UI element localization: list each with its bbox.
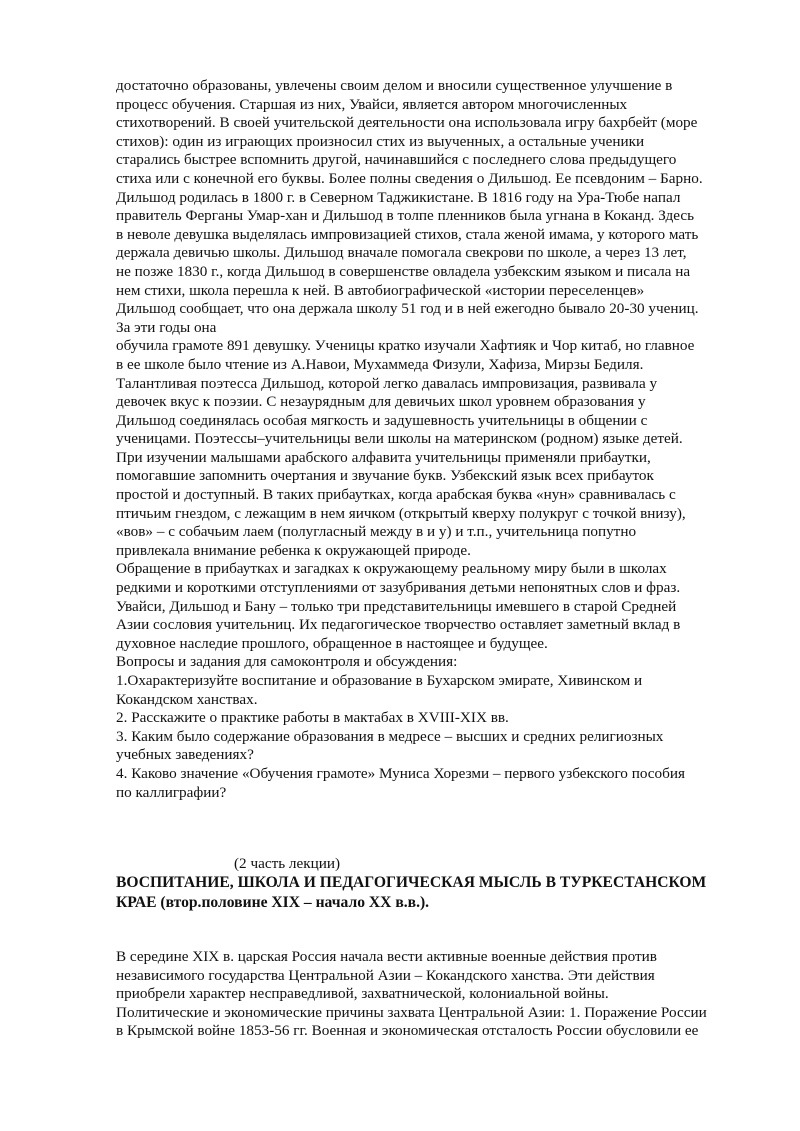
question-item: Кокандском ханствах. [116,690,258,708]
text-line: стиха или с конечной его буквы. Более полны сведения о Дильшод. Ее псевдоним – Барно. [116,169,703,187]
text-line: Увайси, Дильшод и Бану – только три представительницы имевшего в старой Средней [116,597,677,615]
title-line: КРАЕ (втор.половине XIX – начало XX в.в.). [116,894,430,911]
text-line: нем стихи, школа перешла к ней. В автобиографической «истории переселенцев» [116,281,645,299]
text-line: «вов» – с собачьим лаем (полугласный между в и у) и т.п., учительница попутно [116,523,637,541]
question-item: 3. Каким было содержание образования в медресе – высших и средних религиозных [116,727,664,745]
text-line: простой и доступный. В таких прибаутках, когда арабская буква «нун» сравнивалась с [116,486,676,504]
lecture-text-part-1 [116,77,756,802]
text-line: стихотворений. В своей учительской деятельности она использовала игру бахрбейт (море [116,114,698,132]
text-line: Обращение в прибаутках и загадках к окружающему реальному миру были в школах [116,560,667,578]
questions-heading: Вопросы и задания для самоконтроля и обсуждения: [116,653,458,671]
text-line: процесс обучения. Старшая из них, Увайси, является автором многочисленных [116,95,628,113]
part-label: (2 часть лекции) [234,855,341,872]
text-line: девочек вкус к поэзии. С незаурядным для девичьих школ уровнем образования у [116,393,646,411]
text-line: приобрели характер несправедливой, захватнической, колониальной войны. [116,985,609,1003]
title-line: ВОСПИТАНИЕ, ШКОЛА И ПЕДАГОГИЧЕСКАЯ МЫСЛЬ В ТУРКЕСТАНСКОМ [116,874,707,891]
text-line: независимого государства Центральной Азии – Кокандского ханства. Эти действия [116,966,655,984]
text-line: в неволе девушка выделялась импровизацией стихов, стала женой имама, у которого мать [116,225,699,243]
text-line: достаточно образованы, увлечены своим делом и вносили существенное улучшение в [116,77,673,94]
text-line: не позже 1830 г., когда Дильшод в совершенстве овладела узбекским языком и писала на [116,262,691,280]
text-line: держала девичью школы. Дильшод вначале помогала свекрови по школе, а через 13 лет, [116,244,687,262]
text-line: в Крымской войне 1853-56 гг. Военная и экономическая отсталость России обусловили ее [116,1022,699,1040]
text-line: редкими и короткими отступлениями от зазубривания детьми непонятных слов и фраз. [116,579,681,597]
text-line: Талантливая поэтесса Дильшод, которой легко давалась импровизация, развивала у [116,374,658,392]
question-item: по каллиграфии? [116,783,227,801]
section-title [116,873,766,913]
text-line: духовное наследие прошлого, обращенное в настоящее и будущее. [116,634,548,652]
lecture-text-part-2 [116,948,756,1041]
text-line: В середине XIX в. царская Россия начала вести активные военные действия против [116,948,657,965]
text-line: Дильшод сообщает, что она держала школу 51 год и в ней ежегодно бывало 20-30 учениц. [116,300,699,318]
text-line: стихов): один из играющих произносил стих из выученных, а остальные ученики [116,132,645,150]
text-line: Дильшод соединялась особая мягкость и задушевность учительницы в общении с [116,411,648,429]
text-line: птичьим гнездом, с лежащим в нем яичком (открытый кверху полукруг с точкой внизу), [116,504,686,522]
text-line: ученицами. Поэтессы–учительницы вели школы на материнском (родном) языке детей. [116,430,683,448]
text-line: в ее школе было чтение из А.Навои, Мухаммеда Физули, Хафиза, Мирзы Бедиля. [116,355,644,373]
text-line: За эти годы она [116,318,217,336]
question-item: 4. Каково значение «Обучения грамоте» Муниса Хорезми – первого узбекского пособия [116,764,685,782]
text-line: помогавшие запомнить очертания и звучание букв. Узбекский язык всех прибауток [116,467,654,485]
text-line: старались быстрее вспомнить другой, начинавшийся с последнего слова предыдущего [116,151,677,169]
text-line: Азии сословия учительниц. Их педагогическое творчество оставляет заметный вклад в [116,616,681,634]
text-line: Дильшод родилась в 1800 г. в Северном Таджикистане. В 1816 году на Ура-Тюбе напал [116,188,681,206]
text-line: При изучении малышами арабского алфавита учительницы применяли прибаутки, [116,448,651,466]
text-line: правитель Ферганы Умар-хан и Дильшод в толпе пленников была угнана в Коканд. Здесь [116,207,695,225]
text-line: привлекала внимание ребенка к окружающей природе. [116,541,471,559]
text-line: обучила грамоте 891 девушку. Ученицы кратко изучали Хафтияк и Чор китаб, но главное [116,337,695,355]
question-item: 2. Расскажите о практике работы в мактабах в XVIII-XIX вв. [116,709,509,727]
question-item: учебных заведениях? [116,746,254,764]
text-line: Политические и экономические причины захвата Центральной Азии: 1. Поражение России [116,1003,707,1021]
question-item: 1.Охарактеризуйте воспитание и образование в Бухарском эмирате, Хивинском и [116,672,643,689]
